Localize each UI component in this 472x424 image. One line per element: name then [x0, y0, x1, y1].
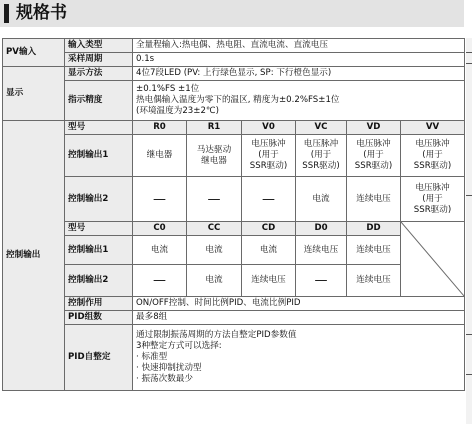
cell-line: SSR驱动)	[354, 161, 393, 171]
accuracy-line: ±0.1%FS ±1位	[136, 84, 200, 94]
spec-table	[2, 38, 465, 391]
cell-line: 电压脉冲	[415, 139, 450, 149]
header-accent-bar	[4, 4, 9, 23]
value-pid-groups: 最多8组	[133, 311, 465, 325]
table-row	[3, 135, 465, 177]
cell-line: 继电器	[146, 150, 173, 160]
table-row	[3, 39, 465, 53]
output1-cell: 电流	[242, 236, 296, 265]
output2-cell: —	[133, 177, 187, 222]
label-display-method: 显示方法	[65, 67, 133, 81]
model-code: R1	[187, 121, 242, 135]
output1-cell: 连续电压	[296, 236, 347, 265]
output1-cell: 连续电压	[347, 236, 401, 265]
cell-line: 电压脉冲	[415, 182, 450, 193]
output2-cell	[401, 177, 465, 222]
output2-cell: 连续电压	[347, 265, 401, 297]
table-row	[3, 236, 465, 265]
label-input-type: 输入类型	[65, 39, 133, 53]
label-control-output-2: 控制输出2	[65, 177, 133, 222]
label-indication-accuracy: 指示精度	[65, 81, 133, 121]
output2-cell: —	[242, 177, 296, 222]
table-row	[3, 325, 465, 391]
page-title: 规格书	[16, 3, 67, 23]
cell-line: SSR驱动)	[413, 161, 452, 171]
output1-cell	[133, 135, 187, 177]
output1-cell: 电流	[187, 236, 242, 265]
cell-line: SSR驱动)	[249, 161, 288, 171]
label-pid-autotune: PID自整定	[65, 325, 133, 391]
autotune-line: 通过限制振荡周期的方法自整定PID参数值	[136, 330, 297, 340]
label-model: 型号	[65, 121, 133, 135]
category-display: 显示	[3, 67, 65, 121]
edge-divider	[466, 63, 472, 64]
value-input-type: 全量程输入:热电偶、热电阻、直流电流、直流电压	[133, 39, 465, 53]
cell-line: 继电器	[201, 155, 227, 166]
output1-cell	[242, 135, 296, 177]
model-code: VD	[347, 121, 401, 135]
value-indication-accuracy	[133, 81, 465, 121]
cell-line: SSR驱动)	[413, 204, 452, 215]
cell-line: (用于	[422, 150, 443, 160]
accuracy-line: 热电偶输入温度为零下的温区, 精度为±0.2%FS±1位	[136, 95, 340, 105]
category-pv-input: PV输入	[3, 39, 65, 67]
output2-cell: 电流	[296, 177, 347, 222]
model-code: V0	[242, 121, 296, 135]
cell-line: (用于	[258, 150, 279, 160]
section-header	[0, 0, 464, 27]
table-row	[3, 265, 465, 297]
cell-line: SSR驱动)	[302, 161, 340, 171]
model-code: D0	[296, 222, 347, 236]
label-model: 型号	[65, 222, 133, 236]
edge-divider	[466, 52, 472, 53]
edge-divider	[466, 374, 472, 375]
cell-line: 电压脉冲	[251, 139, 286, 149]
adjacent-page-edge	[466, 38, 472, 424]
model-code: C0	[133, 222, 187, 236]
output2-cell: —	[133, 265, 187, 297]
autotune-line: 3种整定方式可以选择:	[136, 341, 222, 351]
output2-cell: —	[187, 177, 242, 222]
table-row	[3, 311, 465, 325]
accuracy-line: (环境温度为23±2℃)	[136, 106, 219, 116]
cell-line: (用于	[422, 193, 443, 204]
label-control-output-2: 控制输出2	[65, 265, 133, 297]
empty-diagonal-cell	[401, 222, 465, 297]
edge-divider	[466, 195, 472, 196]
cell-line: (用于	[310, 150, 332, 160]
label-pid-groups: PID组数	[65, 311, 133, 325]
table-row	[3, 222, 465, 236]
table-row	[3, 121, 465, 135]
label-control-output-1: 控制输出1	[65, 135, 133, 177]
model-code: CC	[187, 222, 242, 236]
category-control-output: 控制输出	[3, 121, 65, 391]
table-row	[3, 53, 465, 67]
table-row	[3, 177, 465, 222]
model-code: R0	[133, 121, 187, 135]
label-sampling-period: 采样周期	[65, 53, 133, 67]
model-code: VC	[296, 121, 347, 135]
cell-line: 电压脉冲	[356, 139, 391, 149]
table-row	[3, 297, 465, 311]
value-sampling-period: 0.1s	[133, 53, 465, 67]
output1-cell	[347, 135, 401, 177]
output2-cell: 连续电压	[242, 265, 296, 297]
table-row	[3, 67, 465, 81]
label-control-action: 控制作用	[65, 297, 133, 311]
output1-cell	[401, 135, 465, 177]
cell-line: 马达驱动	[196, 144, 232, 155]
output2-cell: 连续电压	[347, 177, 401, 222]
autotune-line: · 振荡次数最少	[136, 374, 194, 384]
label-control-output-1: 控制输出1	[65, 236, 133, 265]
output2-cell: —	[296, 265, 347, 297]
autotune-line: · 快速抑制扰动型	[136, 363, 202, 373]
output2-cell: 电流	[187, 265, 242, 297]
value-control-action: ON/OFF控制、时间比例PID、电流比例PID	[133, 297, 465, 311]
value-pid-autotune	[133, 325, 465, 391]
cell-line: 电压脉冲	[303, 139, 339, 149]
model-code: VV	[401, 121, 465, 135]
output1-cell	[187, 135, 242, 177]
model-code: CD	[242, 222, 296, 236]
cell-line: (用于	[363, 150, 384, 160]
output1-cell: 电流	[133, 236, 187, 265]
value-display-method: 4位7段LED (PV: 上行绿色显示, SP: 下行橙色显示)	[133, 67, 465, 81]
autotune-line: · 标准型	[136, 352, 168, 362]
edge-divider	[466, 334, 472, 335]
model-code: DD	[347, 222, 401, 236]
table-row	[3, 81, 465, 121]
output1-cell	[296, 135, 347, 177]
diagonal-slash	[401, 222, 464, 296]
